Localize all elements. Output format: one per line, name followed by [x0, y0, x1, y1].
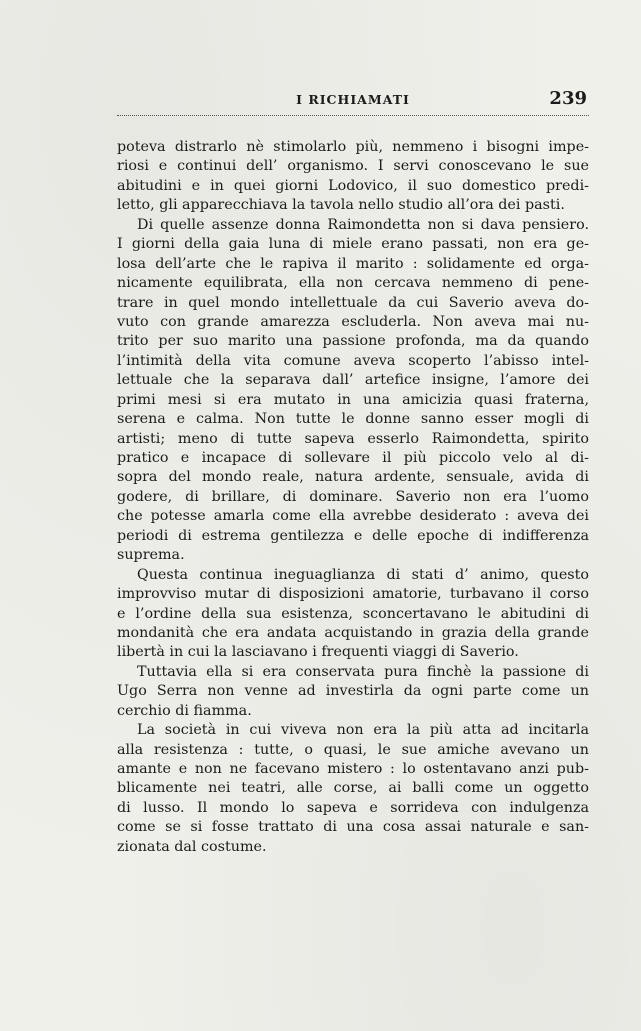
- text-line: primi mesi si era mutato in una amicizia quasi fraterna,: [117, 391, 589, 408]
- text-line: Questa continua ineguaglianza di stati d’ animo, questo: [137, 566, 589, 583]
- body-text: [117, 138, 589, 857]
- text-line: zionata dal costume.: [117, 838, 267, 855]
- text-line: nicamente equilibrata, ella non cercava nemmeno di pene-: [117, 275, 589, 292]
- running-title: I RICHIAMATI: [296, 92, 410, 107]
- text-line: e l’ordine della sua esistenza, sconcertavano le abitudini di: [117, 605, 589, 622]
- text-line: artisti; meno di tutte sapeva esserlo Raimondetta, spirito: [117, 430, 589, 447]
- text-line: di lusso. Il mondo lo sapeva e sorrideva con indulgenza: [117, 799, 589, 816]
- text-line: vuto con grande amarezza escluderla. Non aveva mai nu-: [117, 313, 589, 330]
- text-line: blicamente nei teatri, alle corse, ai balli come un oggetto: [117, 780, 589, 797]
- text-line: losa dell’arte che le rapiva il marito : solidamente ed orga-: [117, 255, 589, 272]
- text-line: come se si fosse trattato di una cosa assai naturale e san-: [117, 819, 589, 836]
- text-line: Tuttavia ella si era conservata pura finchè la passione di: [137, 663, 589, 680]
- text-line: La società in cui viveva non era la più atta ad incitarla: [137, 722, 589, 739]
- text-line: pratico e incapace di sollevare il più piccolo velo al di-: [117, 450, 589, 466]
- text-line: periodi di estrema gentilezza e delle epoche di indifferenza: [117, 527, 589, 544]
- text-line: che potesse amarla come ella avrebbe desiderato : aveva dei: [117, 508, 589, 525]
- header-rule: [117, 115, 589, 116]
- text-line: serena e calma. Non tutte le donne sanno esser mogli di: [117, 411, 589, 428]
- page-header: [117, 88, 589, 114]
- text-line: alla resistenza : tutte, o quasi, le sue amiche avevano un: [117, 741, 589, 758]
- text-line: mondanità che era andata acquistando in grazia della grande: [117, 624, 589, 641]
- text-line: Di quelle assenze donna Raimondetta non si dava pensiero.: [137, 216, 589, 233]
- text-line: l’intimità della vita comune aveva scoperto l’abisso intel-: [117, 352, 589, 369]
- text-line: cerchio di fiamma.: [117, 702, 252, 719]
- text-line: amante e non ne facevano mistero : lo ostentavano anzi pub-: [117, 761, 589, 777]
- text-line: I giorni della gaia luna di miele erano passati, non era ge-: [117, 236, 589, 253]
- page-number: 239: [549, 88, 587, 109]
- text-line: riosi e continui dell’ organismo. I servi conoscevano le sue: [117, 158, 589, 175]
- text-line: letto, gli apparecchiava la tavola nello studio all’ora dei pasti.: [117, 197, 565, 214]
- text-line: trito per suo marito una passione profonda, ma da quando: [117, 333, 589, 350]
- text-line: libertà in cui la lasciavano i frequenti viaggi di Saverio.: [117, 644, 519, 661]
- text-line: Ugo Serra non venne ad investirla da ogni parte come un: [117, 683, 589, 700]
- text-line: lettuale che la separava dall’ artefice insigne, l’amore dei: [117, 372, 589, 389]
- text-line: abitudini e in quei giorni Lodovico, il suo domestico predi-: [117, 177, 589, 194]
- text-line: poteva distrarlo nè stimolarlo più, nemmeno i bisogni impe-: [117, 139, 589, 155]
- text-line: suprema.: [117, 547, 185, 564]
- text-line: trare in quel mondo intellettuale da cui Saverio aveva do-: [117, 294, 589, 311]
- text-line: godere, di brillare, di dominare. Saverio non era l’uomo: [117, 488, 589, 505]
- text-line: sopra del mondo reale, natura ardente, sensuale, avida di: [117, 469, 589, 486]
- text-line: improvviso mutar di disposizioni amatorie, turbavano il corso: [117, 586, 589, 603]
